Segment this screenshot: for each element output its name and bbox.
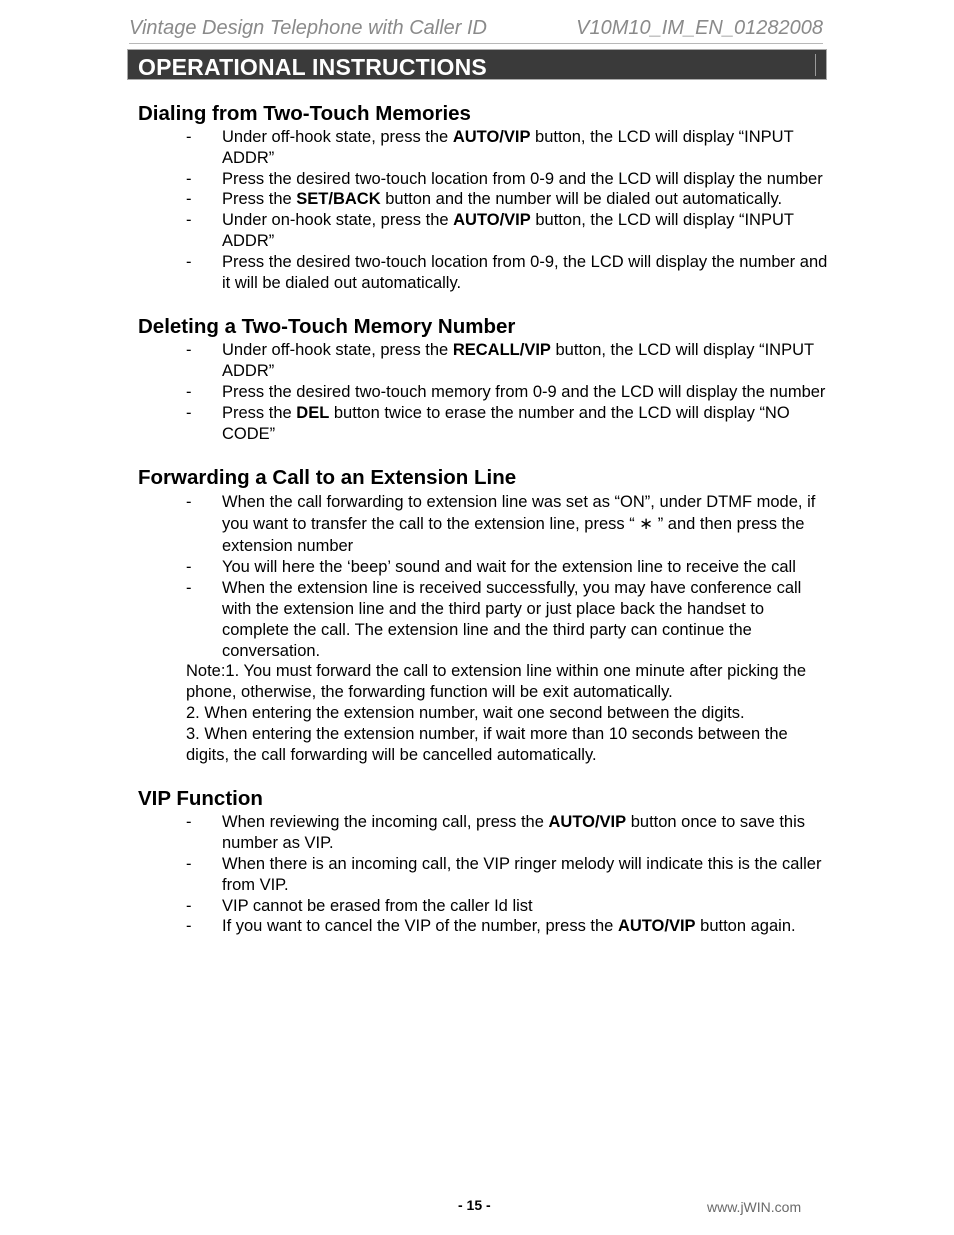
- section-forwarding: [138, 465, 828, 765]
- bullet-dash: -: [186, 917, 192, 936]
- list-item: - Press the SET/BACK button and the number will be dialed out automatically.: [186, 190, 783, 209]
- document-code: V10M10_IM_EN_01282008: [576, 17, 823, 39]
- bullet-dash: -: [186, 190, 192, 209]
- list-item: - You will here the ‘beep’ sound and wait for the extension line to receive the call: [186, 558, 796, 577]
- instruction-list: [138, 340, 828, 444]
- forwarding-notes: [138, 661, 828, 765]
- section-dialing: [138, 101, 828, 293]
- list-item: - When reviewing the incoming call, press the AUTO/VIP button once to save this number as VIP.: [186, 813, 806, 853]
- bullet-dash: -: [186, 341, 192, 360]
- note-2: 2. When entering the extension number, wait one second between the digits.: [186, 703, 745, 722]
- section-vip: [138, 786, 828, 937]
- list-item: - When the extension line is received successfully, you may have conference call with the extension line and the third party or just place back the handset to complete the call. The extension line and the third party can continue the conversation.: [186, 579, 802, 660]
- instruction-list: [138, 127, 828, 293]
- note-1: Note:1. You must forward the call to extension line within one minute after picking the phone, otherwise, the forwarding function will be exit automatically.: [186, 662, 807, 702]
- footer-url: www.jWIN.com: [707, 1199, 802, 1215]
- bullet-dash: -: [186, 579, 192, 598]
- section-title: Forwarding a Call to an Extension Line: [138, 466, 517, 490]
- section-banner: [127, 49, 827, 80]
- section-title: VIP Function: [138, 787, 263, 811]
- document-title: Vintage Design Telephone with Caller ID: [129, 17, 487, 39]
- bullet-dash: -: [186, 252, 192, 271]
- bullet-dash: -: [186, 403, 192, 422]
- banner-divider: [815, 54, 816, 76]
- note-3: 3. When entering the extension number, if wait more than 10 seconds between the digits, the call forwarding will be cancelled automatically.: [186, 724, 788, 764]
- list-item: - Under on-hook state, press the AUTO/VIP button, the LCD will display “INPUT ADDR”: [186, 211, 794, 250]
- section-deleting: [138, 314, 828, 444]
- list-item: - Press the DEL button twice to erase the number and the LCD will display “NO CODE”: [186, 403, 790, 443]
- bullet-dash: -: [186, 558, 192, 577]
- list-item: - When there is an incoming call, the VIP ringer melody will indicate this is the caller from VIP.: [186, 854, 822, 894]
- list-item: - If you want to cancel the VIP of the number, press the AUTO/VIP button again.: [186, 917, 796, 936]
- list-item: - VIP cannot be erased from the caller Id list: [186, 896, 533, 915]
- section-title: Deleting a Two-Touch Memory Number: [138, 315, 516, 339]
- bullet-dash: -: [186, 382, 192, 401]
- banner-title: OPERATIONAL INSTRUCTIONS: [138, 54, 487, 80]
- bullet-dash: -: [186, 169, 192, 188]
- list-item: - Press the desired two-touch location from 0-9, the LCD will display the number and it will be dialed out automatically.: [186, 252, 828, 292]
- list-item: - Press the desired two-touch memory from 0-9 and the LCD will display the number: [186, 382, 826, 401]
- bullet-dash: -: [186, 854, 192, 873]
- list-item: - Under off-hook state, press the RECALL/VIP button, the LCD will display “INPUT ADDR”: [186, 341, 814, 381]
- bullet-dash: -: [186, 896, 192, 915]
- page-header: [129, 15, 823, 44]
- section-title: Dialing from Two-Touch Memories: [138, 102, 471, 125]
- bullet-dash: -: [186, 211, 192, 230]
- list-item: - Press the desired two-touch location from 0-9 and the LCD will display the number: [186, 169, 823, 188]
- page-number: - 15 -: [458, 1197, 491, 1213]
- bullet-dash: -: [186, 128, 192, 146]
- bullet-dash: -: [186, 493, 192, 512]
- list-item: - Under off-hook state, press the AUTO/VIP button, the LCD will display “INPUT ADDR”: [186, 128, 794, 167]
- page-content: [138, 101, 828, 958]
- list-item: - When the call forwarding to extension line was set as “ON”, under DTMF mode, if you want to transfer the call to the extension line, press “ ∗ ” and then press the extension number: [186, 493, 816, 556]
- bullet-dash: -: [186, 813, 192, 832]
- instruction-list: [138, 491, 828, 661]
- instruction-list: [138, 812, 828, 937]
